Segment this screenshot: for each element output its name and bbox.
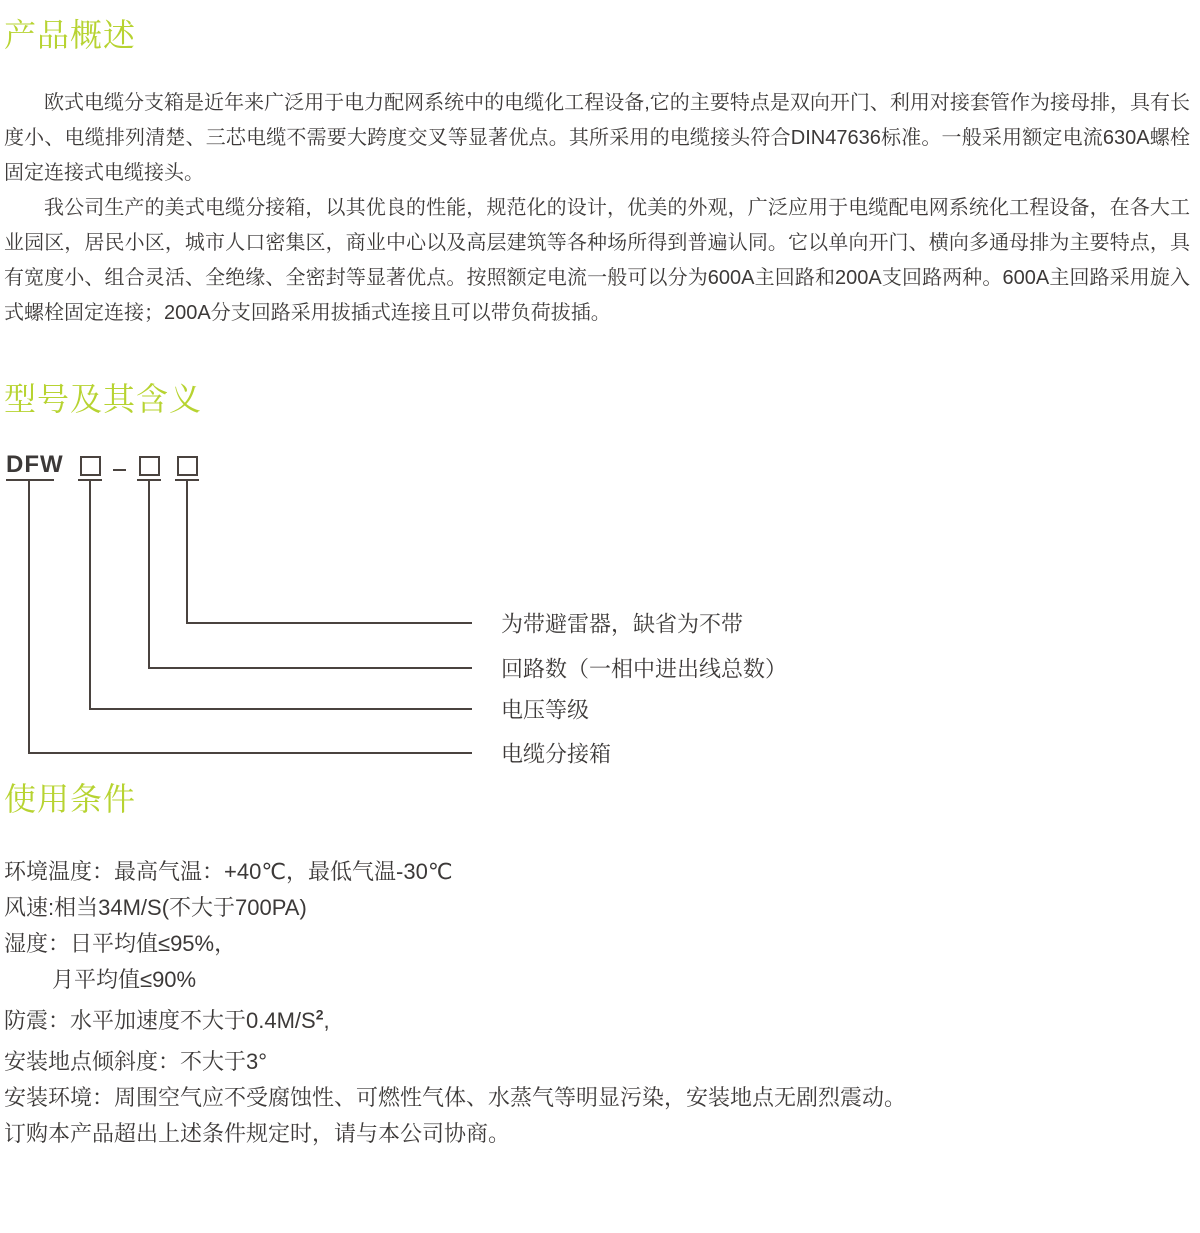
condition-temperature: 环境温度：最高气温：+40℃，最低气温-30℃ [4, 859, 453, 884]
connector-vertical-circuit [148, 481, 150, 669]
label-cable-branch-box: 电缆分接箱 [501, 741, 612, 767]
model-designation-diagram [4, 448, 1192, 778]
connector-vertical-arrester [186, 481, 188, 624]
connector-vertical-prefix [28, 481, 30, 754]
overview-paragraph-2: 我公司生产的美式电缆分接箱，以其优良的性能，规范化的设计，优美的外观，广泛应用于电缆配电网系统化工程设备，在各大工业园区，居民小区，城市人口密集区，商业中心以及高层建筑等各种场所得到普遍认同。它以单向开门、横向多通母排为主要特点，具有宽度小、组合灵活、全绝缘、全密封等显著优点。按照额定电流一般可以分为600A主回路和200A支回路两种。600A主回路采用旋入式螺栓固定连接；200A分支回路采用拔插式连接且可以带负荷拔插。 [4, 197, 1190, 324]
underline-prefix [6, 479, 54, 481]
model-dash [113, 469, 126, 471]
model-prefix: DFW [6, 451, 64, 478]
connector-horizontal-prefix [28, 752, 472, 754]
section-model [4, 378, 1192, 778]
conditions-heading: 使用条件 [4, 781, 137, 817]
condition-wind-speed: 风速:相当34M/S(不大于700PA) [4, 895, 307, 920]
connector-horizontal-circuit [148, 667, 472, 669]
model-heading: 型号及其含义 [4, 381, 203, 417]
label-circuit-count: 回路数（一相中进出线总数） [501, 656, 788, 682]
condition-humidity-daily: 湿度：日平均值≤95%， [4, 931, 237, 956]
connector-horizontal-voltage [89, 708, 472, 710]
condition-tilt: 安装地点倾斜度：不大于3° [4, 1049, 268, 1074]
condition-environment: 安装环境：周围空气应不受腐蚀性、可燃性气体、水蒸气等明显污染，安装地点无剧烈震动。 [4, 1085, 907, 1110]
model-voltage-box [80, 456, 101, 476]
conditions-list [4, 854, 1192, 1152]
connector-vertical-voltage [89, 481, 91, 710]
condition-ordering: 订购本产品超出上述条件规定时，请与本公司协商。 [4, 1121, 511, 1146]
connector-horizontal-arrester [186, 622, 472, 624]
section-conditions [4, 778, 1192, 1152]
label-arrester: 为带避雷器，缺省为不带 [501, 611, 744, 637]
label-voltage-grade: 电压等级 [501, 697, 590, 723]
condition-humidity-monthly: 月平均值≤90% [52, 967, 197, 992]
condition-shock-comma: , [323, 1008, 330, 1033]
condition-shock-superscript: 2 [315, 1006, 324, 1023]
condition-shock [4, 1003, 1192, 1039]
overview-paragraph-1: 欧式电缆分支箱是近年来广泛用于电力配网系统中的电缆化工程设备,它的主要特点是双向开门、利用对接套管作为接母排，具有长度小、电缆排列清楚、三芯电缆不需要大跨度交叉等显著优点。其所采用的电缆接头符合DIN47636标准。一般采用额定电流630A螺栓固定连接式电缆接头。 [4, 92, 1190, 184]
condition-shock-text: 防震：水平加速度不大于0.4M/S [4, 1008, 316, 1033]
overview-heading: 产品概述 [4, 17, 137, 53]
model-circuit-count-box [139, 456, 160, 476]
overview-text [4, 86, 1190, 331]
model-arrester-box [177, 456, 198, 476]
section-overview [4, 14, 1192, 331]
